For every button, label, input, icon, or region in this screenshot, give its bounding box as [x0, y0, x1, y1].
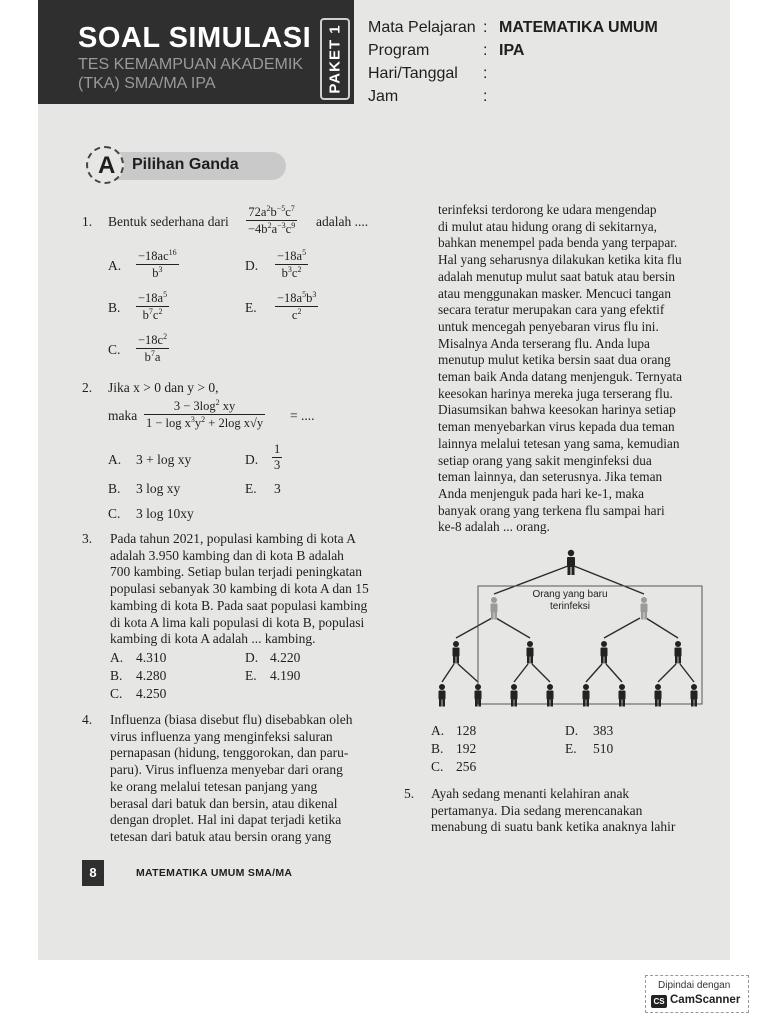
text-line: 700 kambing. Setiap bulan terjadi peningkatan — [110, 564, 362, 580]
text-line: untuk mencegah penyebaran virus flu ini. — [438, 318, 659, 334]
text-line: dengan droplet. Hal ini dapat terjadi ketika — [110, 812, 342, 828]
math-expression: $\frac{72a^2b^{-5}c^7}{-4b^2a^{-3}c^9}$ — [248, 204, 296, 237]
math-expression: $\frac{3 - 3\log^2 xy}{1 - \log x^3y^2 + 2\log x√y}$ — [146, 398, 264, 431]
option-label: C. — [108, 506, 121, 521]
option-label: D. — [245, 258, 259, 273]
person-icon — [619, 684, 626, 707]
person-icon — [453, 641, 460, 664]
option-text: 4.280 — [136, 668, 167, 683]
option-text: 4.190 — [270, 668, 301, 683]
paket-label: PAKET 1 — [326, 24, 344, 94]
page-title: SOAL SIMULASI — [78, 22, 312, 54]
subtitle — [78, 55, 303, 93]
text-line: populasi sebanyak 30 kambing di kota A dan 15 — [110, 581, 369, 597]
question-text: adalah .... — [316, 214, 369, 229]
document-page — [38, 0, 730, 960]
option-text: 3 — [274, 481, 281, 496]
person-icon — [547, 684, 554, 707]
page-number: 8 — [82, 860, 104, 886]
text-line: ke-8 adalah ... orang. — [438, 519, 550, 535]
text-line: bahkan menempel pada benda yang terpapar. — [438, 235, 678, 251]
option-label: E. — [245, 668, 257, 683]
option-text: 4.250 — [136, 686, 167, 701]
option-label: B. — [108, 300, 121, 315]
option-text: 3 log xy — [136, 481, 181, 496]
text-line: Ayah sedang menanti kelahiran anak — [431, 786, 630, 801]
text-line: di kota A lima kali populasi di kota B, populasi — [110, 614, 365, 630]
option-label: D. — [565, 723, 579, 738]
section-letter: A — [98, 152, 116, 179]
question-paragraph — [431, 786, 675, 836]
meta-value: MATEMATIKA UMUM — [499, 19, 658, 36]
person-icon — [641, 597, 648, 620]
option-text: 192 — [456, 741, 477, 756]
text-line: adalah 3.950 kambing dan di kota B adalah — [110, 547, 344, 563]
text-line: kambing di kota A adalah ... kambing. — [110, 631, 316, 647]
section-label: Pilihan Ganda — [132, 156, 239, 173]
person-icon — [439, 684, 446, 707]
scanner-watermark — [645, 975, 749, 1013]
question-paragraph — [110, 531, 369, 648]
text-line: setiap orang yang sakit menginfeksi dua — [438, 452, 652, 468]
question-text: maka — [108, 408, 138, 423]
option-label: D. — [245, 650, 259, 665]
meta-label: Jam — [368, 88, 399, 105]
question-text: Bentuk sederhana dari — [108, 214, 229, 229]
option-text: 510 — [593, 741, 614, 756]
math-expression: $\frac{-18a^5b^3}{c^2}$ — [277, 290, 317, 323]
scanner-caption: Dipindai dengan — [658, 980, 731, 991]
text-line: lainnya melalui tetesan yang sama, kemudian — [438, 435, 680, 451]
text-line: di mulut atau hidung orang di sekitarnya, — [438, 218, 657, 234]
text-line: Influenza (biasa disebut flu) disebabkan oleh — [110, 712, 353, 727]
option-label: E. — [245, 481, 257, 496]
question-paragraph — [110, 712, 353, 846]
text-line: keesokan harinya mereka juga terserang flu. — [438, 385, 673, 401]
option-label: C. — [108, 342, 121, 357]
text-line: berasal dari batuk dan bersin, atau dikenal — [110, 795, 338, 811]
text-line: Anda menjenguk pada hari ke-1, maka — [438, 485, 645, 501]
meta-colon: : — [483, 65, 488, 82]
section-circle — [86, 146, 124, 184]
text-line: adalah menutup mulut saat batuk atau bersin — [438, 268, 676, 284]
option-label: E. — [565, 741, 577, 756]
question-text: Jika x > 0 dan y > 0, — [108, 380, 219, 395]
option-label: B. — [110, 668, 123, 683]
text-line: secara teratur merupakan cara yang efektif — [438, 302, 665, 318]
math-expression: $\frac{-18a^5}{b^3c^2}$ — [277, 248, 307, 281]
meta-colon: : — [483, 42, 488, 59]
text-line: virus influenza yang menginfeksi saluran — [110, 728, 333, 744]
meta-value: IPA — [499, 42, 525, 59]
text-line: Misalnya Anda terserang flu. Anda lupa — [438, 335, 650, 351]
option-label: E. — [245, 300, 257, 315]
meta-label: Mata Pelajaran — [368, 19, 476, 36]
option-label: C. — [431, 759, 444, 774]
question-number: 1. — [82, 214, 93, 229]
math-expression: $\frac{-18c^2}{b^7a}$ — [138, 332, 168, 365]
question-number: 4. — [82, 712, 93, 727]
scanner-brand: CamScanner — [670, 994, 741, 1006]
text-line: terinfeksi terdorong ke udara mengendap — [438, 202, 657, 217]
text-line: atau menggunakan masker. Mencuci tangan — [438, 285, 671, 301]
text-line: ke orang melalui tetesan panjang yang — [110, 778, 318, 794]
person-icon — [675, 641, 682, 664]
math-expression: $\frac{-18ac^{16}}{b^3}$ — [138, 248, 177, 281]
person-icon — [655, 684, 662, 707]
text-line: pertamanya. Dia sedang merencanakan — [431, 802, 643, 818]
text-line: Pada tahun 2021, populasi kambing di kota A — [110, 531, 356, 546]
text-line: menutup mulut ketika bersin saat dua orang — [438, 352, 671, 368]
option-label: A. — [431, 723, 445, 738]
text-line: paru). Virus influenza menyebar dari orang — [110, 762, 343, 778]
text-line: Hal yang seharusnya dilakukan ketika kita flu — [438, 252, 682, 268]
text-line: tetesan dari batuk atau bersin orang yang — [110, 828, 332, 844]
meta-label: Hari/Tanggal — [368, 65, 458, 82]
person-icon — [491, 597, 498, 620]
meta-colon: : — [483, 19, 488, 36]
math-expression: $\frac{1}{3}$ — [274, 442, 281, 472]
diagram-legend: Orang yang baru — [532, 589, 608, 600]
option-label: A. — [108, 452, 122, 467]
section-header — [86, 146, 238, 182]
person-icon — [583, 684, 590, 707]
option-text: 4.220 — [270, 650, 301, 665]
option-label: A. — [108, 258, 122, 273]
option-label: A. — [110, 650, 124, 665]
option-text: 256 — [456, 759, 477, 774]
option-text: 3 log 10xy — [136, 506, 194, 521]
diagram-legend: terinfeksi — [549, 601, 591, 612]
option-text: 3 + log xy — [136, 452, 192, 467]
paket-badge — [320, 18, 350, 100]
text-line: banyak orang yang terkena flu sampai hari — [438, 502, 665, 518]
meta-colon: : — [483, 88, 488, 105]
option-label: C. — [110, 686, 123, 701]
option-label: D. — [245, 452, 259, 467]
text-line: teman lainnya, dan seterusnya. Jika teman — [438, 469, 663, 485]
text-line: Diasumsikan bahwa keesokan harinya setiap — [438, 402, 676, 418]
option-text: 383 — [593, 723, 614, 738]
person-icon — [511, 684, 518, 707]
text-line: pernapasan (hidung, tenggorokan, dan paru- — [110, 745, 349, 761]
infection-tree-diagram — [434, 546, 724, 716]
option-label: B. — [431, 741, 444, 756]
camscanner-logo-icon: CS — [651, 995, 667, 1008]
option-text: 128 — [456, 723, 477, 738]
option-label: B. — [108, 481, 121, 496]
text-line: teman baik Anda datang menjenguk. Ternyata — [438, 369, 682, 385]
question-number: 2. — [82, 380, 93, 395]
person-icon — [691, 684, 698, 707]
person-icon — [567, 550, 575, 575]
subtitle-line: TES KEMAMPUAN AKADEMIK — [78, 56, 303, 73]
header-banner — [38, 0, 354, 104]
meta-label: Program — [368, 42, 430, 59]
question-number: 5. — [404, 786, 415, 801]
text-line: teman menyebarkan virus kepada dua teman — [438, 419, 675, 435]
question-text: = .... — [290, 408, 315, 423]
question-paragraph — [438, 202, 682, 536]
option-text: 4.310 — [136, 650, 167, 665]
person-icon — [527, 641, 534, 664]
subtitle-line: (TKA) SMA/MA IPA — [78, 75, 216, 92]
math-expression: $\frac{-18a^5}{b^7c^2}$ — [138, 290, 168, 323]
person-icon — [601, 641, 608, 664]
footer-title: MATEMATIKA UMUM SMA/MA — [136, 867, 293, 879]
text-line: kambing di kota B. Pada saat populasi kambing — [110, 597, 368, 613]
text-line: menabung di suatu bank ketika anaknya lahir — [431, 819, 676, 835]
question-number: 3. — [82, 531, 93, 546]
